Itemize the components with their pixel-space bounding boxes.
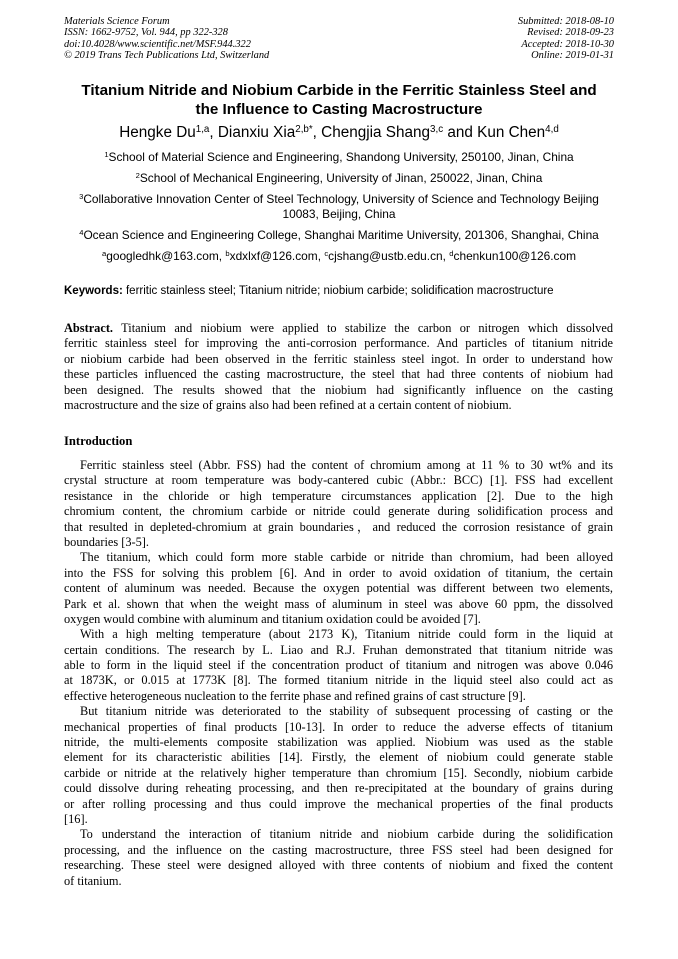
author-sup: 2,b* (295, 124, 313, 136)
affiliation-2 (58, 171, 620, 186)
abstract-label: Abstract. (64, 321, 114, 335)
body-line: oxygen would combine with aluminum and titanium oxidation could be avoided [7]. (64, 611, 481, 626)
email-address[interactable]: chenkun100@126.com (453, 249, 576, 263)
affiliation-3 (40, 192, 638, 222)
author-sup: 3,c (430, 124, 444, 136)
email-address[interactable]: cjshang@ustb.edu.cn, (328, 249, 450, 263)
body-line: researching. These steel were designed alloyed with three contents of niobium and fixed the content (64, 858, 613, 873)
body-line: boundaries [3-5]. (64, 534, 150, 549)
email-address[interactable]: googledhk@163.com, (106, 249, 226, 263)
body-line: element for its characteristic abilities [14]. Firstly, the element of niobium could generate stable (64, 750, 613, 765)
body-line: into the FSS for solving this problem [6]. And in order to avoid oxidation of titanium, the certain (64, 565, 613, 580)
body-line: could dissolve during reheating processing, and then re-precipitated at the boundary of grains during (64, 781, 613, 796)
keywords-text: ferritic stainless steel; Titanium nitride; niobium carbide; solidification macrostructure (122, 285, 554, 297)
author-sup: 1,a (195, 124, 210, 136)
email-sup: c (324, 249, 329, 259)
email-address[interactable]: xdxlxf@126.com, (229, 249, 325, 263)
journal-doi: doi:10.4028/www.scientific.net/MSF.944.322 (64, 38, 251, 50)
body-line: mechanical properties of final products [10-13]. In order to reduce the adverse effects of titanium (64, 719, 613, 734)
body-line: able to form in the liquid steel if the concentration product of titanium and nitrogen was above 0.046 (64, 658, 613, 673)
body-line: of titanium. (64, 873, 122, 888)
author-name: , Chengjia Shang (312, 124, 431, 141)
author-name: Hengke Du (119, 124, 196, 141)
abstract-line: or niobium carbide had been observed in the ferritic stainless steel ingot. In order to understand how (64, 351, 613, 366)
abstract-line: these particles influenced the casting macrostructure, the steel that had three contents of niobium had (64, 367, 613, 382)
title-line: Titanium Nitride and Niobium Carbide in the Ferritic Stainless Steel and (81, 82, 597, 99)
affiliation-sup: 1 (104, 150, 109, 160)
abstract-line (64, 321, 613, 336)
affiliation-1 (58, 150, 620, 165)
abstract-line: macrostructure and the size of grains also had been refined at a certain content of niobium. (64, 397, 512, 412)
journal-name: Materials Science Forum (64, 16, 170, 27)
affiliation-text: Ocean Science and Engineering College, Shanghai Maritime University, 201306, Shanghai, China (83, 228, 599, 242)
body-line: To understand the interaction of titanium nitride and niobium carbide during the solidification (80, 827, 613, 842)
submitted-date: Submitted: 2018-08-10 (517, 16, 614, 27)
abstract-line: been designed. The results showed that the niobium had significantly influence on the casting (64, 382, 613, 397)
affiliation-text: School of Material Science and Engineering, Shandong University, 250100, Jinan, China (108, 150, 574, 164)
affiliation-sup: 4 (79, 228, 84, 238)
abstract (64, 321, 613, 413)
body-line: that resulted in depleted-chromium at grain boundaries，and reduced the corrosion resistance of grain (64, 519, 613, 534)
revised-date: Revised: 2018-09-23 (527, 27, 614, 39)
body-line: But titanium nitride was deteriorated to the stability of subsequent processing of casting or the (80, 704, 613, 719)
accepted-date: Accepted: 2018-10-30 (521, 38, 614, 50)
email-sup: d (449, 249, 454, 259)
abstract-line: ferritic stainless steel for improving the anti-corrosion performance. And particles of titanium nitride (64, 336, 613, 351)
body-line: [16]. (64, 811, 88, 826)
body-line: at 1873K, or 0.015 at 1773K [8]. The formed titanium nitride in the liquid steel also could act as (64, 673, 613, 688)
keywords-label: Keywords: (64, 285, 123, 297)
dates-header (518, 16, 614, 62)
affiliation-text: School of Mechanical Engineering, University of Jinan, 250022, Jinan, China (139, 171, 543, 185)
author-list (40, 124, 638, 142)
author-name: , Dianxiu Xia (209, 124, 296, 141)
journal-copyright: © 2019 Trans Tech Publications Ltd, Switzerland (64, 50, 270, 62)
affiliation-sup: 2 (135, 171, 140, 181)
affiliation-4 (58, 228, 620, 243)
affiliation-text: Collaborative Innovation Center of Steel Technology, University of Science and Technology Beijing (83, 192, 599, 206)
keywords (64, 284, 624, 298)
body-line: or after rolling processing and thus could improve the mechanical properties of the final products (64, 796, 613, 811)
body-line: With a high melting temperature (about 2173 K), Titanium nitride could form in the liquid at (80, 627, 613, 642)
body-line: The titanium, which could form more stable carbide or nitride than chromium, had been alloyed (80, 550, 613, 565)
affiliation-sup: 3 (79, 192, 84, 202)
body-line: effective heterogeneous nucleation to the ferrite phase and refined grains of cast structure [9]. (64, 688, 526, 703)
body-line: nitride, the multi-elements composite stabilization was applied. Niobium was used as the stable (64, 735, 613, 750)
body-line: certain conditions. The research by L. Liao and R.J. Fruhan demonstrated that titanium nitride was (64, 642, 613, 657)
body-line: chromium content, the chromium carbide or nitride could generate during solidification process and (64, 504, 613, 519)
journal-header (64, 16, 269, 62)
email-sup: a (101, 249, 107, 259)
affiliation-text: 10083, Beijing, China (282, 207, 396, 221)
body-line: Ferritic stainless steel (Abbr. FSS) had the content of chromium among at 11 % to 30 wt% and its (80, 458, 613, 472)
author-sup: 4,d (545, 124, 559, 136)
paper-title (56, 82, 622, 119)
abstract-text: Titanium and niobium were applied to stabilize the carbon or nitrogen which dissolved (113, 321, 613, 335)
introduction-body (64, 458, 613, 889)
body-line: resistance in the chloride or high temperature circumstances application [2]. Due to the high (64, 488, 613, 503)
author-emails (58, 249, 620, 264)
body-line: crystal structure at room temperature was body-cantered cubic (Abbr.: BCC) [1]. FSS had excellent (64, 473, 613, 488)
author-name: and Kun Chen (443, 124, 546, 141)
title-line: the Influence to Casting Macrostructure (195, 100, 483, 118)
section-heading: Introduction (64, 434, 133, 448)
body-line: processing, and the influence on the casting macrostructure, three FSS steel had been designed for (64, 842, 613, 857)
online-date: Online: 2019-01-31 (531, 50, 614, 62)
body-line: Park et al. shown that when the weight mass of aluminum in steel was above 60 ppm, the dissolved (64, 596, 613, 611)
journal-issn: ISSN: 1662-9752, Vol. 944, pp 322-328 (64, 27, 228, 39)
email-sup: b (225, 249, 230, 259)
body-line: carbide or nitride at the relatively higher temperature than chromium [15]. Secondly, niobium carbide (64, 765, 613, 780)
body-line: content of aluminum was needed. Because the oxygen potential was different between two elements, (64, 581, 613, 596)
